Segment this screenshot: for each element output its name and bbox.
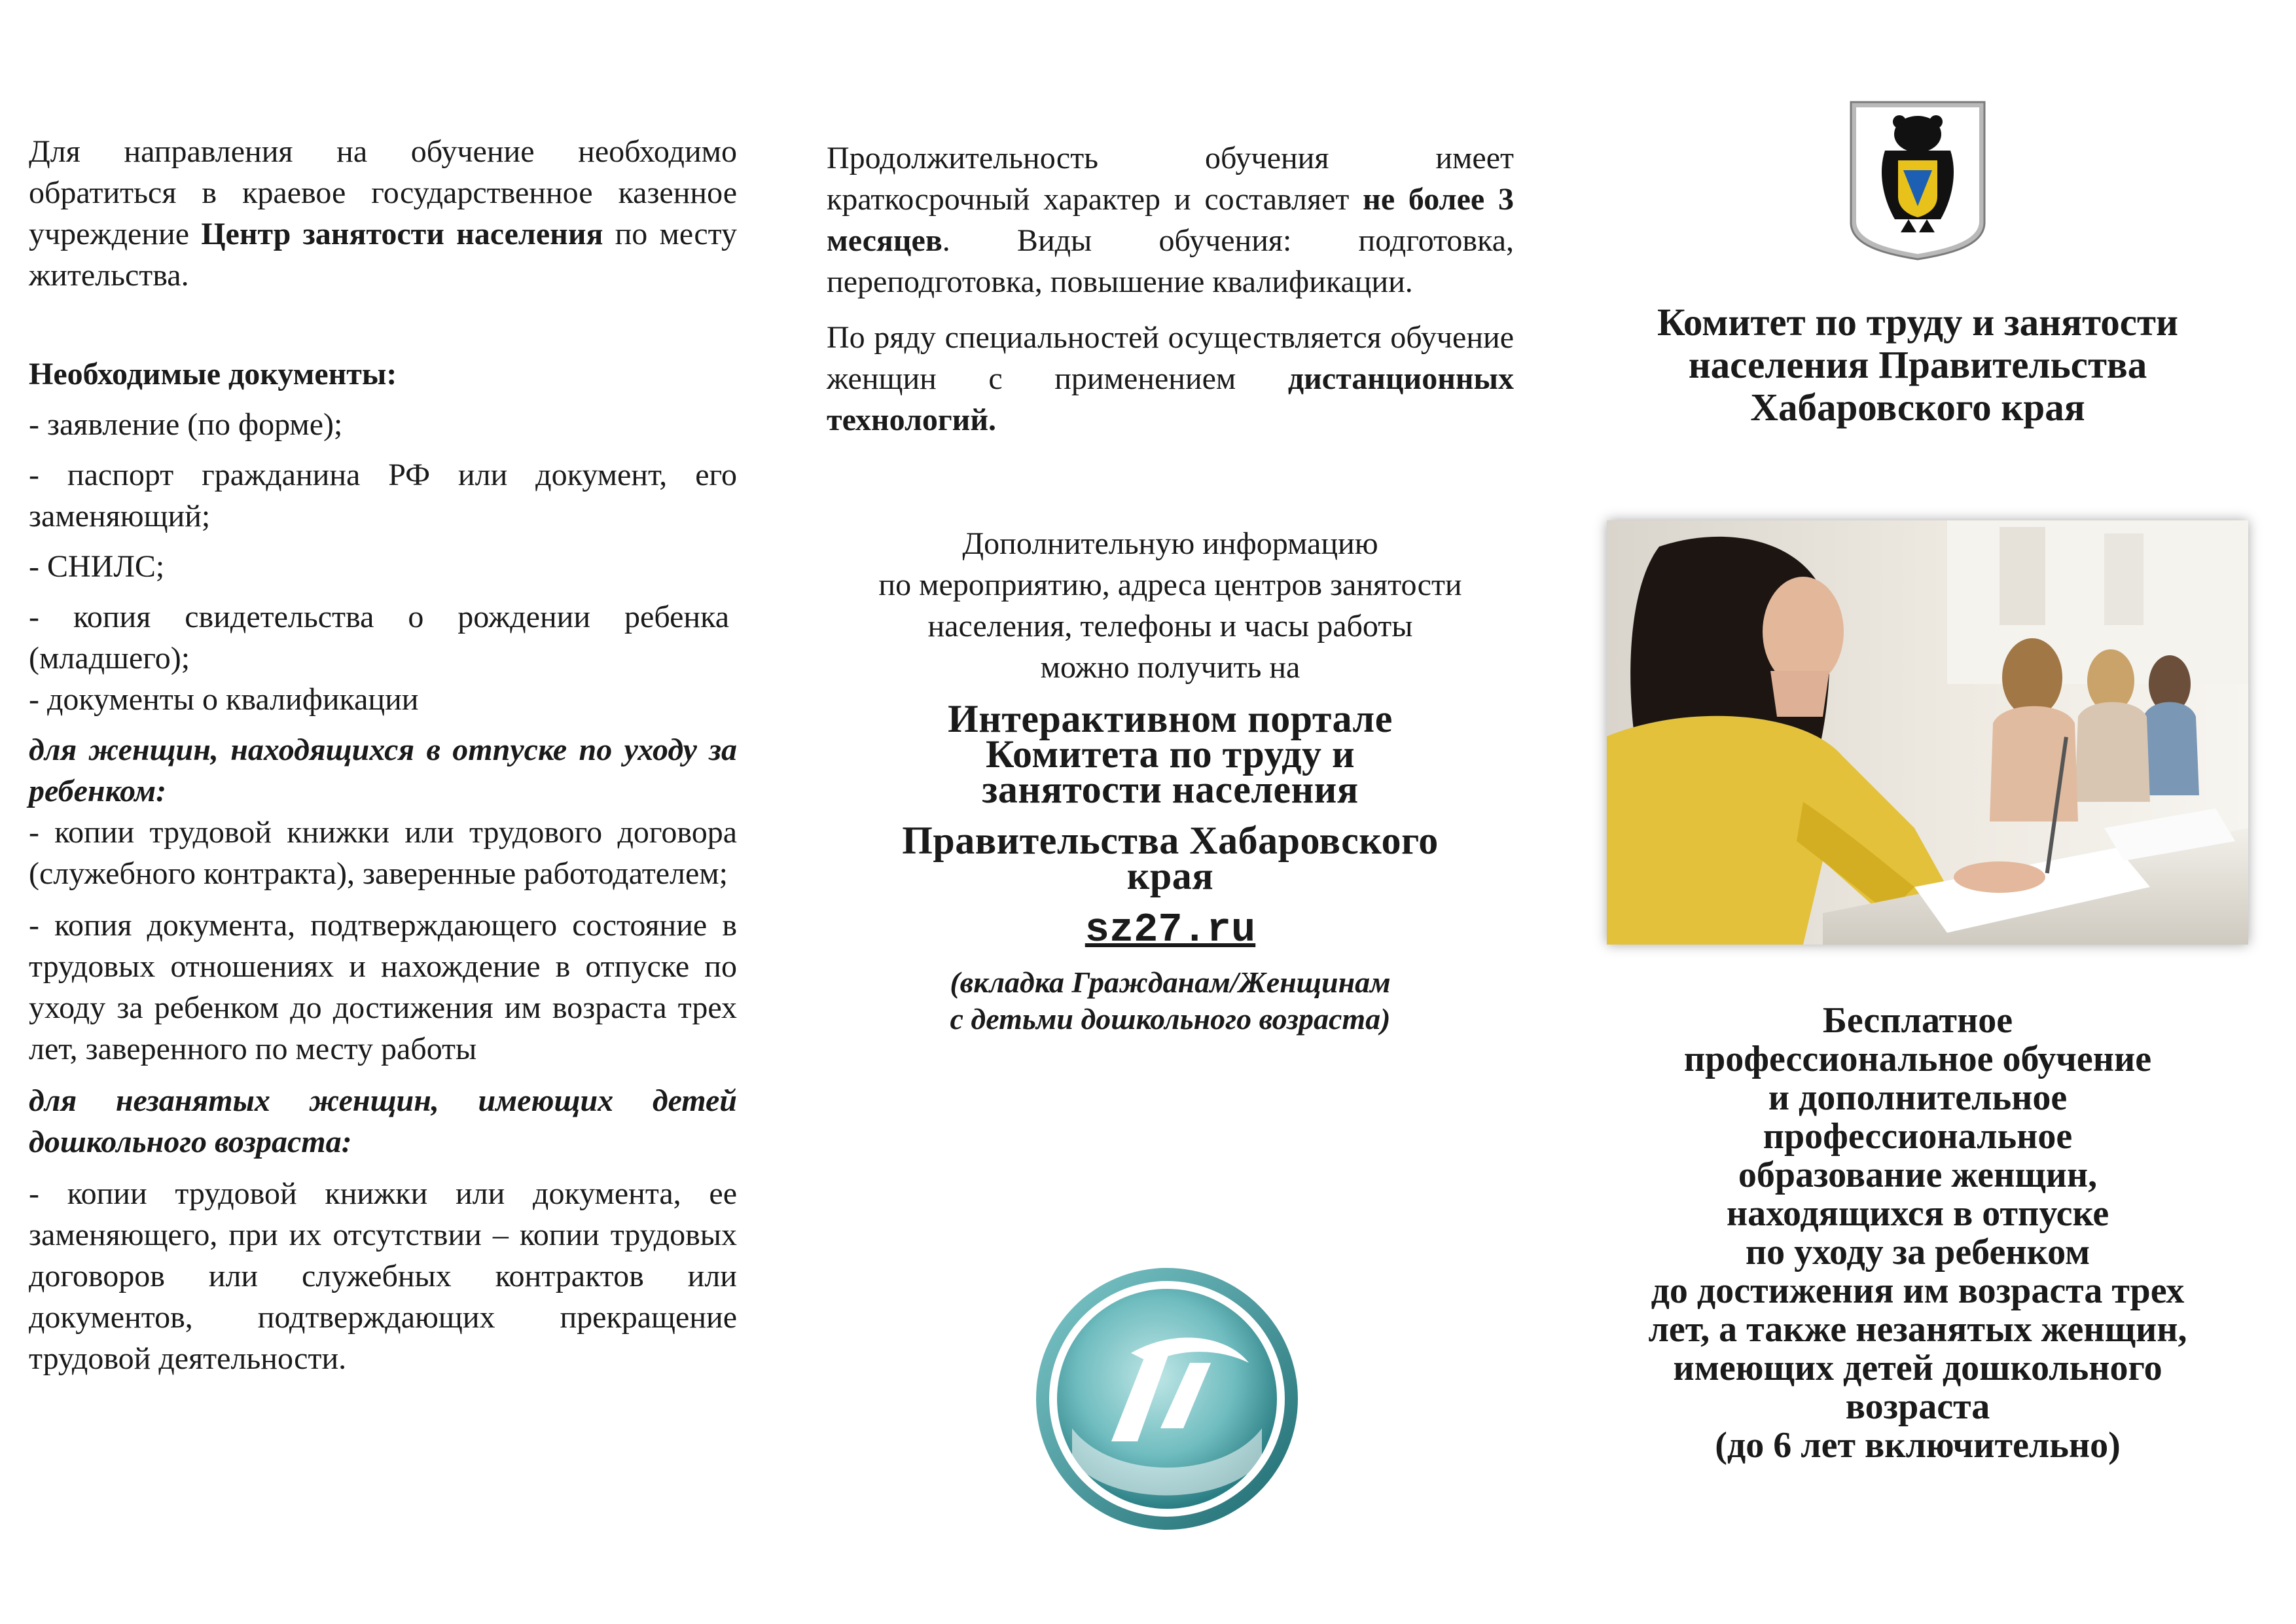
info-line: можно получить на [1040, 650, 1300, 685]
title-line: и дополнительное [1768, 1077, 2068, 1118]
duration-limit: не более 3 месяцев [827, 182, 1515, 258]
group1-item: - копия документа, подтверждающего состояние в трудовых отношениях и нахождение в отпуске по уходу за ребенком до достижения им возраста трех лет, заверенного по месту работы [29, 908, 737, 1066]
students-photo [1607, 520, 2248, 945]
doc-item: - паспорт гражданина РФ или документ, его заменяющий; [29, 458, 737, 533]
tab-note [827, 962, 1514, 1039]
info-line: населения, телефоны и часы работы [927, 609, 1413, 643]
distance-paragraph [827, 317, 1514, 441]
middle-column [827, 137, 1514, 1039]
doc-item: - заявление (по форме); [29, 407, 343, 442]
intro-paragraph [29, 131, 737, 296]
government-line: Правительства Хабаровского [902, 819, 1439, 862]
docs-heading: Необходимые документы: [29, 357, 397, 391]
tab-note-line: (вкладка Гражданам/Женщинам [950, 965, 1391, 999]
employment-center-name: Центр занятости населения [201, 217, 603, 251]
title-line: до достижения им возраста трех [1651, 1271, 2185, 1311]
info-line: Дополнительную информацию [962, 526, 1378, 561]
left-column [29, 131, 737, 1379]
committee-line: Хабаровского края [1750, 386, 2085, 429]
duration-text: Продолжительность обучения имеет краткосрочный характер и составляет [827, 141, 1514, 217]
group1-item: - копии трудовой книжки или трудового договора (служебного контракта), заверенные работодателем; [29, 815, 737, 891]
intro-text-end: по месту жительства. [29, 217, 738, 293]
group2-item: - копии трудовой книжки или документа, ее заменяющего, при их отсутствии – копии трудовых договоров или служебных контрактов или документов, подтверждающих прекращение трудовой деятельности. [29, 1176, 737, 1376]
committee-logo-icon [1033, 1265, 1301, 1533]
doc-item: - копия свидетельства о рождении ребенка (младшего); [29, 600, 729, 676]
title-line: лет, а также незанятых женщин, [1648, 1309, 2187, 1350]
portal-title [827, 697, 1514, 811]
portal-line: Интерактивном портале [948, 697, 1393, 740]
doc-item: - документы о квалификации [29, 682, 419, 717]
duration-text-end: . Виды обучения: подготовка, переподготовка, повышение квалификации. [827, 223, 1514, 299]
program-title [1571, 1001, 2265, 1465]
doc-item: - СНИЛС; [29, 549, 165, 584]
title-line: возраста [1845, 1386, 1990, 1427]
group2-title: для незанятых женщин, имеющих детей дошкольного возраста: [29, 1083, 737, 1159]
distance-technologies: дистанционных технологий. [827, 361, 1514, 437]
title-line: имеющих детей дошкольного [1673, 1348, 2162, 1388]
title-line: профессиональное обучение [1683, 1039, 2152, 1079]
title-line: по уходу за ребенком [1745, 1232, 2090, 1272]
duration-paragraph [827, 137, 1514, 302]
portal-url-link[interactable]: sz27.ru [1085, 907, 1256, 953]
tab-note-line: с детьми дошкольного возраста) [950, 1002, 1391, 1036]
distance-text: По ряду специальностей осуществляется обучение женщин с применением [827, 320, 1514, 396]
intro-text: Для направления на обучение необходимо обратиться в краевое государственное казенное учреждение [29, 134, 737, 251]
government-line: края [1126, 854, 1214, 897]
committee-name [1571, 301, 2265, 429]
title-line: профессиональное [1763, 1116, 2073, 1157]
group1-title: для женщин, находящихся в отпуске по уходу за ребенком: [29, 732, 737, 808]
title-line: Бесплатное [1822, 1000, 2013, 1041]
portal-line: Комитета по труду и [985, 732, 1355, 776]
title-line: образование женщин, [1738, 1155, 2098, 1195]
title-line: находящихся в отпуске [1726, 1193, 2109, 1234]
info-line: по мероприятию, адреса центров занятости [878, 568, 1462, 602]
committee-line: населения Правительства [1688, 343, 2147, 386]
government-title [827, 819, 1514, 897]
title-line: (до 6 лет включительно) [1715, 1425, 2121, 1466]
info-block [827, 523, 1514, 1039]
students-illustration [1607, 520, 2248, 945]
portal-line: занятости населения [982, 768, 1359, 811]
committee-line: Комитет по труду и занятости [1657, 300, 2178, 344]
